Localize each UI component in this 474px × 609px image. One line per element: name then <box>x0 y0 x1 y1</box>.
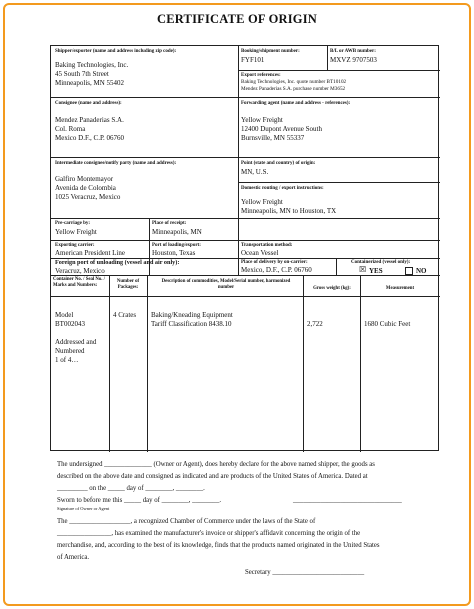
divider <box>149 218 150 275</box>
divider <box>360 275 361 452</box>
certificate-form <box>50 45 439 451</box>
export-ref-line: Baking Technologies, Inc. quote number BT10102 <box>241 79 347 85</box>
measurement-value: 1680 Cubic Feet <box>364 320 411 328</box>
bl-value: MXVZ 9707503 <box>330 56 377 64</box>
consignee-line: Mexico D.F., C.P. 06760 <box>55 134 125 142</box>
port-loading-label: Port of loading/export: <box>152 243 201 248</box>
packages-value: 4 Crates <box>113 311 137 319</box>
consignee-line: Col. Roma <box>55 125 86 133</box>
precarriage-value: Yellow Freight <box>55 228 97 236</box>
divider <box>303 275 304 452</box>
domestic-label: Domestic routing / export instructions: <box>241 186 324 191</box>
weight-column-header: Gross weight (kg): <box>313 286 351 291</box>
declaration-line: _________ on the _____ day of ________, ________. <box>57 485 205 492</box>
marks-line: Model <box>55 311 74 319</box>
shipper-line: 45 South 7th Street <box>55 70 109 78</box>
marks-line: 1 of 4… <box>55 356 79 364</box>
divider <box>336 258 337 275</box>
port-loading-value: Houston, Texas <box>152 249 196 257</box>
divider <box>51 157 440 158</box>
forwarding-label: Forwarding agent (name and address - references): <box>241 101 351 106</box>
forwarding-line: Yellow Freight <box>241 116 283 124</box>
measurement-column-header: Measurement <box>385 286 415 291</box>
description-line: Tariff Classification 8438.10 <box>151 320 232 328</box>
consignee-line: Mendez Panaderias S.A. <box>55 116 124 124</box>
intermediate-line: Avenida de Colombia <box>55 184 116 192</box>
delivery-value: Mexico, D.F., C.P. 06760 <box>241 266 312 274</box>
domestic-line: Minneapolis, MN to Houston, TX <box>241 207 337 215</box>
intermediate-line: 1025 Veracruz, Mexico <box>55 193 121 201</box>
forwarding-line: Burnsville, MN 55337 <box>241 134 305 142</box>
marks-column-header: Container No. / Seal No. / Marks and Numbers: <box>53 277 106 288</box>
declaration-line: described on the above date and consigned as indicated and are products of the United States of America. Dated at <box>57 473 368 480</box>
marks-line: BT002043 <box>55 320 85 328</box>
intermediate-label: Intermediate consignee/notify party (name and address): <box>55 161 177 166</box>
yes-label: YES <box>369 267 383 275</box>
declaration-line: The undersigned ______________ (Owner or Agent), does hereby declare for the above named shipper, the goods as <box>57 461 375 468</box>
certificate-page <box>3 3 471 606</box>
packages-column-header: Number of Packages: <box>116 279 140 290</box>
divider <box>51 296 440 297</box>
weight-value: 2,722 <box>307 320 323 328</box>
divider <box>327 46 328 70</box>
bl-label: B/L or AWB number: <box>330 49 376 54</box>
point-origin-value: MN, U.S. <box>241 168 269 176</box>
marks-line: Addressed and <box>55 338 97 346</box>
chamber-line: The __________________, a recognized Chamber of Commerce under the laws of the State of <box>57 518 316 525</box>
exporting-carrier-label: Exporting carrier: <box>55 243 95 248</box>
foreign-port-value: Veracruz, Mexico <box>55 267 105 275</box>
export-refs-label: Export references: <box>241 73 281 78</box>
chamber-line: of America. <box>57 554 90 561</box>
no-label: NO <box>416 267 427 275</box>
transport-method-label: Transportation method: <box>241 243 293 248</box>
chamber-line: merchandise, and, according to the best of its knowledge, finds that the products named originated in the United States <box>57 542 380 549</box>
divider <box>147 275 148 452</box>
booking-value: FYF101 <box>241 56 265 64</box>
receipt-label: Place of receipt: <box>152 221 187 226</box>
export-ref-line: Mendez Panaderias S.A. purchase number M3652 <box>241 86 346 92</box>
point-origin-label: Point (state and country) of origin: <box>241 161 316 166</box>
intermediate-line: Galfiro Montemayor <box>55 175 114 183</box>
precarriage-label: Pre-carriage by: <box>55 221 91 226</box>
chamber-line: ________________, has examined the manufacturer's invoice or shipper's affidavit concerning the origin of the <box>57 530 361 537</box>
signature-caption: Signature of Owner or Agent <box>57 506 110 511</box>
booking-label: Booking/shipment number: <box>241 49 300 54</box>
description-line: Baking/Kneading Equipment <box>151 311 233 319</box>
yes-checkbox-checked[interactable]: ☒ <box>359 265 367 274</box>
exporting-carrier-value: American President Line <box>55 249 125 257</box>
divider <box>51 97 440 98</box>
document-title: CERTIFICATE OF ORIGIN <box>156 12 318 26</box>
transport-method-value: Ocean Vessel <box>241 249 279 257</box>
containerized-label: Containerized (vessel only): <box>351 260 411 265</box>
forwarding-line: 12400 Dupont Avenue South <box>241 125 322 133</box>
divider <box>51 218 440 219</box>
marks-line: Numbered <box>55 347 85 355</box>
consignee-label: Consignee (name and address): <box>55 101 122 106</box>
shipper-line: Baking Technologies, Inc. <box>55 61 129 69</box>
signature-line: ________________________________ <box>293 497 402 504</box>
divider <box>238 70 440 71</box>
foreign-port-label: Foreign port of unloading (vessel and air only): <box>55 259 180 266</box>
no-checkbox[interactable] <box>405 267 413 275</box>
secretary-signature: Secretary ___________________________ <box>245 569 365 576</box>
divider <box>51 240 440 241</box>
delivery-label: Place of delivery by on-carrier: <box>241 260 308 265</box>
shipper-label: Shipper/exporter (name and address including zip code): <box>55 49 177 54</box>
domestic-line: Yellow Freight <box>241 198 283 206</box>
divider <box>109 275 110 452</box>
divider <box>238 182 440 183</box>
sworn-line: Sworn to before me this _____ day of ________, ________. <box>57 497 222 504</box>
receipt-value: Minneapolis, MN <box>152 228 202 236</box>
description-column-header: Description of commodities, Model/Serial number, harmonized number <box>161 279 291 290</box>
shipper-line: Minneapolis, MN 55402 <box>55 79 125 87</box>
